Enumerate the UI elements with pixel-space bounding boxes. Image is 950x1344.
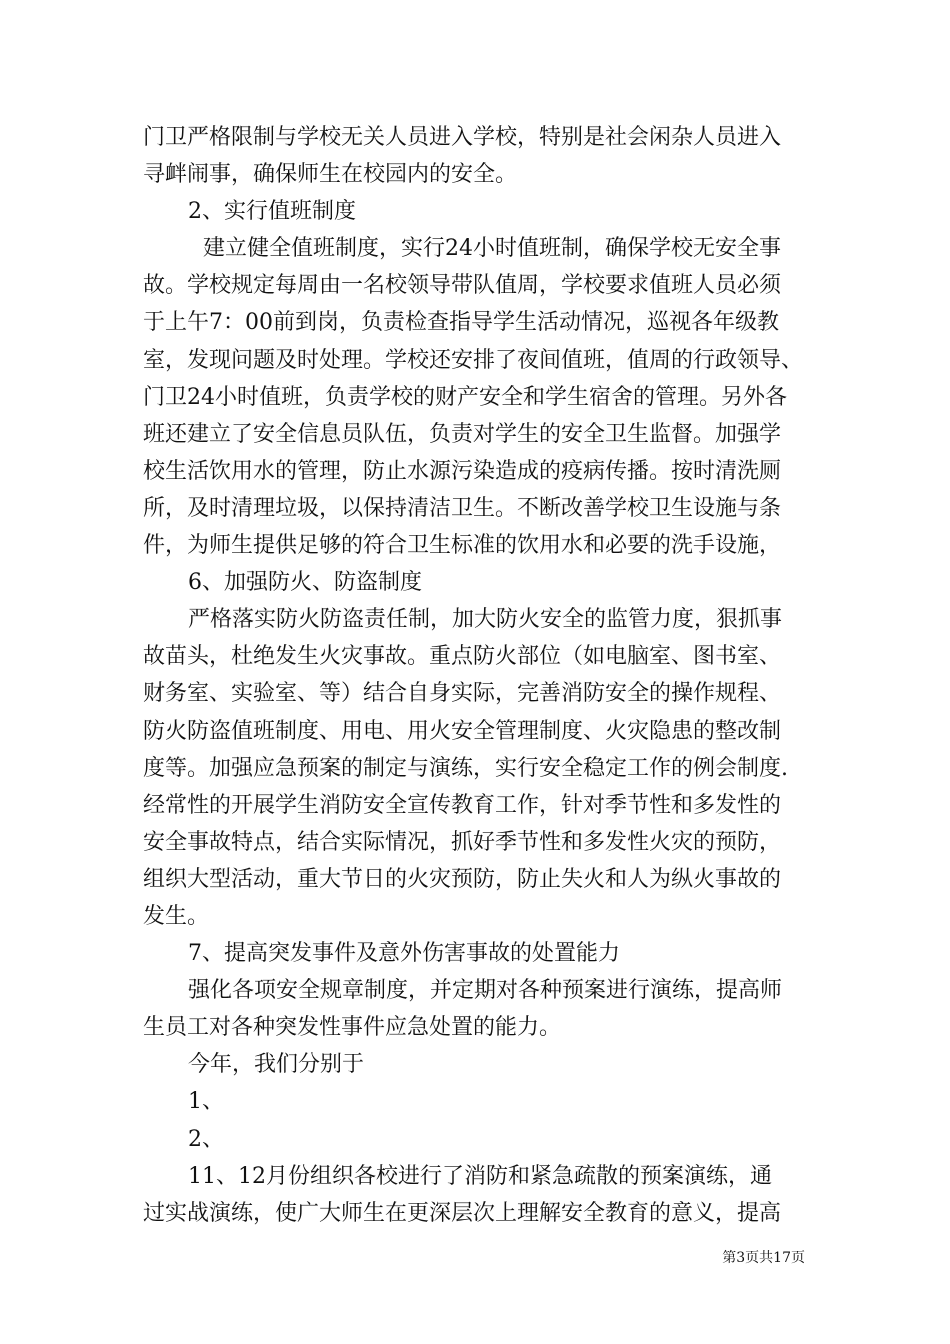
list-item: 1、	[188, 1089, 224, 1115]
text-line: 过实战演练，使广大师生在更深层次上理解安全教育的意义，提高	[143, 1200, 782, 1226]
section-heading: 2、实行值班制度	[188, 199, 356, 225]
text-line: 故苗头，杜绝发生火灾事故。重点防火部位（如电脑室、图书室、	[143, 644, 782, 670]
text-line: 防火防盗值班制度、用电、用火安全管理制度、火灾隐患的整改制	[143, 718, 782, 744]
text-line: 发生。	[143, 903, 210, 929]
document-body	[143, 119, 823, 1232]
text-line: 生员工对各种突发性事件应急处置的能力。	[143, 1015, 562, 1041]
list-item: 2、	[188, 1126, 224, 1152]
text-line: 经常性的开展学生消防安全宣传教育工作，针对季节性和多发性的	[143, 792, 782, 818]
section-heading: 7、提高突发事件及意外伤害事故的处置能力	[188, 941, 620, 967]
text-line: 室，发现问题及时处理。学校还安排了夜间值班，值周的行政领导、	[143, 347, 804, 373]
text-line: 严格落实防火防盗责任制，加大防火安全的监管力度，狠抓事	[188, 607, 783, 633]
text-line: 班还建立了安全信息员队伍，负责对学生的安全卫生监督。加强学	[143, 421, 782, 447]
text-line: 财务室、实验室、等）结合自身实际，完善消防安全的操作规程、	[143, 681, 782, 707]
text-line: 件，为师生提供足够的符合卫生标准的饮用水和必要的洗手设施，	[143, 533, 782, 559]
text-line: 所，及时清理垃圾，以保持清洁卫生。不断改善学校卫生设施与条	[143, 495, 782, 521]
text-line: 建立健全值班制度，实行24小时值班制，确保学校无安全事	[203, 236, 781, 262]
text-line: 门卫24小时值班，负责学校的财产安全和学生宿舍的管理。另外各	[143, 384, 787, 410]
text-line: 寻衅闹事，确保师生在校园内的安全。	[143, 162, 518, 188]
text-line: 校生活饮用水的管理，防止水源污染造成的疫病传播。按时清洗厕	[143, 458, 782, 484]
text-line: 门卫严格限制与学校无关人员进入学校，特别是社会闲杂人员进入	[143, 125, 782, 150]
text-line: 强化各项安全规章制度，并定期对各种预案进行演练，提高师	[188, 978, 783, 1004]
text-line: 11、12月份组织各校进行了消防和紧急疏散的预案演练，通	[188, 1163, 772, 1189]
text-line: 故。学校规定每周由一名校领导带队值周，学校要求值班人员必须	[143, 273, 782, 299]
page-number-footer: 第3页共17页	[722, 1250, 805, 1266]
text-line: 组织大型活动，重大节日的火灾预防，防止失火和人为纵火事故的	[143, 866, 782, 892]
text-line: 安全事故特点，结合实际情况，抓好季节性和多发性火灾的预防，	[143, 829, 782, 855]
text-line: 今年，我们分别于	[188, 1052, 365, 1078]
text-line: 度等。加强应急预案的制定与演练，实行安全稳定工作的例会制度.	[143, 755, 788, 781]
section-heading: 6、加强防火、防盗制度	[188, 570, 422, 596]
text-line: 于上午7：00前到岗，负责检查指导学生活动情况，巡视各年级教	[143, 310, 779, 336]
